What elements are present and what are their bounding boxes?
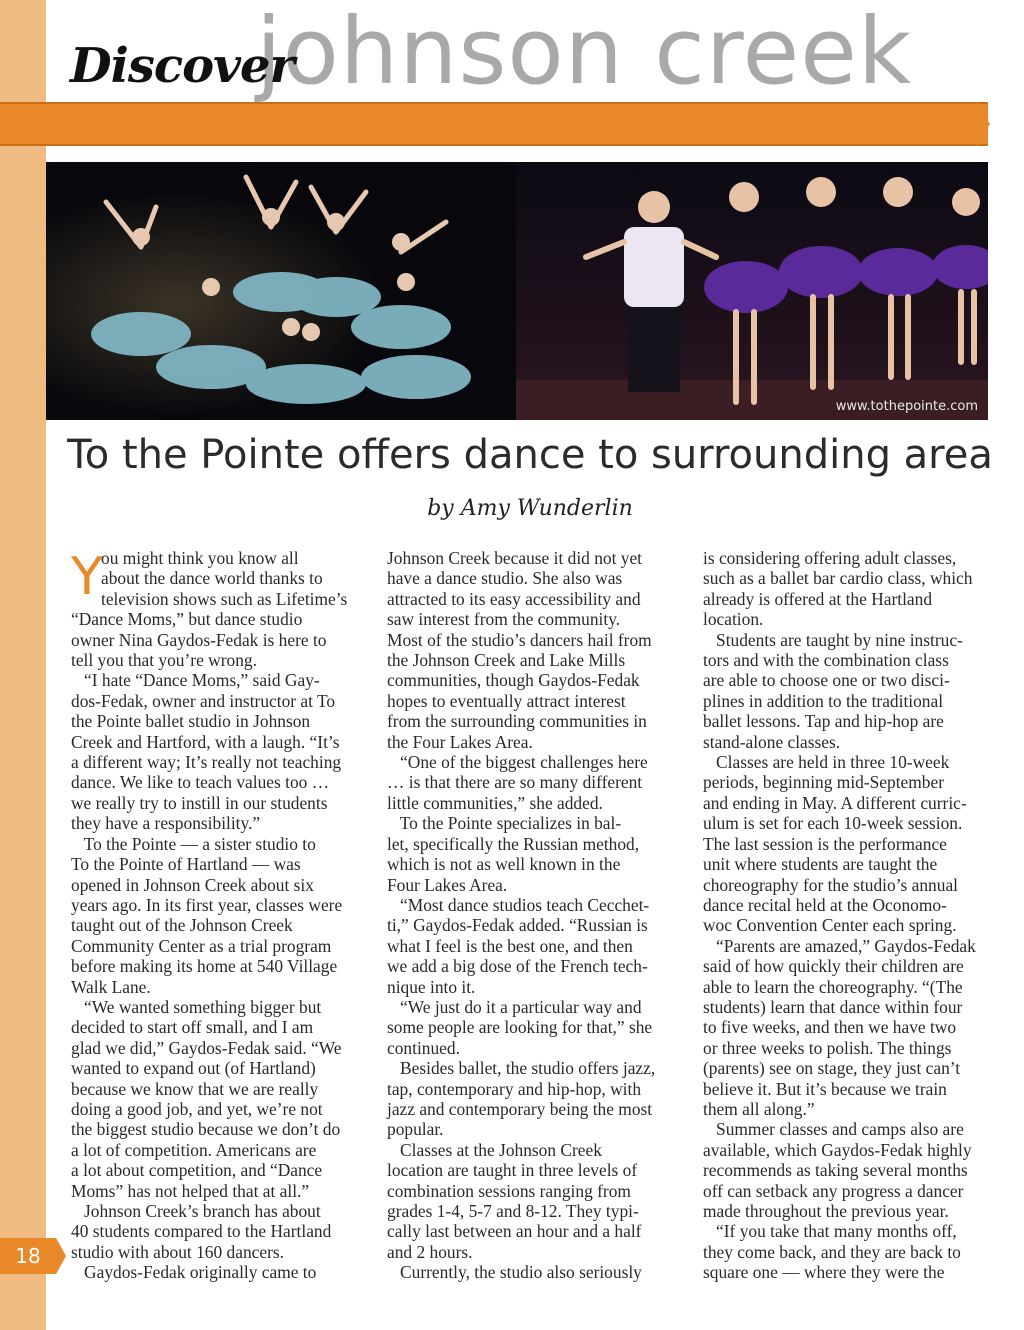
article-line: the biggest studio because we don’t do <box>71 1119 341 1140</box>
article-column-2 <box>387 548 675 1283</box>
article-line: 40 students compared to the Hartland <box>71 1221 332 1242</box>
article-line: have a dance studio. She also was <box>387 568 623 589</box>
article-column-3 <box>703 548 991 1283</box>
article-line: choreography for the studio’s annual <box>703 874 958 895</box>
article-line: To the Pointe specializes in bal- <box>387 813 622 834</box>
article-line: ou might think you know all <box>101 548 299 568</box>
article-line: Walk Lane. <box>71 976 151 997</box>
article-line: and ending in May. A different curric- <box>703 792 967 813</box>
article-line: Summer classes and camps also are <box>703 1119 964 1140</box>
article-line: hopes to eventually attract interest <box>387 690 626 711</box>
article-line: Most of the studio’s dancers hail from <box>387 629 652 650</box>
article-line: (parents) see on stage, they just can’t <box>703 1058 961 1079</box>
article-line: “Parents are amazed,” Gaydos-Fedak <box>703 935 976 956</box>
article-line: owner Nina Gaydos-Fedak is here to <box>71 629 327 650</box>
article-line: combination sessions ranging from <box>387 1180 631 1201</box>
article-line: grades 1-4, 5-7 and 8-12. They typi- <box>387 1201 639 1221</box>
article-line: woc Convention Center each spring. <box>703 915 957 936</box>
article-line: before making its home at 540 Village <box>71 956 338 977</box>
article-line: “I hate “Dance Moms,” said Gay- <box>71 670 320 691</box>
article-line: periods, beginning mid-September <box>703 772 945 793</box>
article-line: Classes at the Johnson Creek <box>387 1139 602 1160</box>
article-line: little communities,” she added. <box>387 792 603 813</box>
page-number-tip <box>56 1238 66 1274</box>
article-line: we add a big dose of the French tech- <box>387 956 648 977</box>
article-column-1 <box>71 548 359 1283</box>
article-line: jazz and contemporary being the most <box>387 1098 653 1119</box>
article-line: “If you take that many months off, <box>703 1221 957 1242</box>
article-line: opened in Johnson Creek about six <box>71 874 314 895</box>
article-line: which is not as well known in the <box>387 854 621 875</box>
dance-photo-illustration <box>46 162 988 420</box>
article-line: “One of the biggest challenges here <box>387 752 648 773</box>
article-line: is considering offering adult classes, <box>703 548 957 568</box>
article-line: tap, contemporary and hip-hop, with <box>387 1078 642 1099</box>
article-line: studio with about 160 dancers. <box>71 1241 285 1262</box>
article-line: decided to start off small, and I am <box>71 1017 314 1038</box>
article-line: Johnson Creek because it did not yet <box>387 548 643 568</box>
article-line: dance. We like to teach values too … <box>71 772 330 793</box>
article-line: “We wanted something bigger but <box>71 996 322 1017</box>
article-line: off can setback any progress a dancer <box>703 1180 964 1201</box>
article-line: a lot about competition, and “Dance <box>71 1160 323 1181</box>
article-line: The last session is the performance <box>703 833 947 854</box>
article-line: tors and with the combination class <box>703 650 949 671</box>
article-line: To the Pointe of Hartland — was <box>71 854 301 875</box>
article-line: taught out of the Johnson Creek <box>71 915 293 936</box>
article-line: or three weeks to polish. The things <box>703 1037 952 1058</box>
article-line: popular. <box>387 1119 444 1140</box>
article-line: “We just do it a particular way and <box>387 996 642 1017</box>
article-line: Currently, the studio also seriously <box>387 1262 642 1283</box>
section-kicker: Discover <box>70 38 294 94</box>
article-line: and 2 hours. <box>387 1241 473 1262</box>
article-line: location. <box>703 609 764 630</box>
article-line: location are taught in three levels of <box>387 1160 638 1181</box>
article-line: Community Center as a trial program <box>71 935 332 956</box>
article-line: dos-Fedak, owner and instructor at To <box>71 690 336 711</box>
article-line: stand-alone classes. <box>703 731 841 752</box>
article-line: Four Lakes Area. <box>387 874 508 895</box>
article-line: available, which Gaydos-Fedak highly <box>703 1139 972 1160</box>
article-line: Gaydos-Fedak originally came to <box>71 1262 317 1283</box>
article-line: the Four Lakes Area. <box>387 731 533 752</box>
article-line: them all along.” <box>703 1098 815 1119</box>
article-line: to five weeks, and then we have two <box>703 1017 957 1038</box>
article-line: let, specifically the Russian method, <box>387 833 640 854</box>
article-line: “Most dance studios teach Cecchet- <box>387 894 650 915</box>
masthead-band <box>0 102 988 146</box>
article-line: years ago. In its first year, classes were <box>71 894 343 915</box>
article-line: a lot of competition. Americans are <box>71 1139 317 1160</box>
dance-photo <box>46 162 988 420</box>
article-line: are able to choose one or two disci- <box>703 670 950 691</box>
article-line: tell you that you’re wrong. <box>71 650 257 671</box>
article-line: about the dance world thanks to <box>101 568 323 589</box>
article-line: attracted to its easy accessibility and <box>387 588 641 609</box>
article-line: what I feel is the best one, and then <box>387 935 633 956</box>
article-line: continued. <box>387 1037 460 1058</box>
article-line: ulum is set for each 10-week session. <box>703 813 963 834</box>
article-line: some people are looking for that,” she <box>387 1017 653 1038</box>
article-line: they have a responsibility.” <box>71 813 261 834</box>
article-line: square one — where they were the <box>703 1262 945 1283</box>
masthead <box>60 0 1000 110</box>
article-line: Students are taught by nine instruc- <box>703 629 963 650</box>
section-title: johnson creek <box>256 0 913 105</box>
article-line: already is offered at the Hartland <box>703 588 933 609</box>
page-sidebar-stripe <box>0 0 46 1330</box>
article-line: believe it. But it’s because we train <box>703 1078 947 1099</box>
article-line: students) learn that dance within four <box>703 996 963 1017</box>
article-line: recommends as taking several months <box>703 1160 968 1181</box>
article-line: made throughout the previous year. <box>703 1201 949 1221</box>
article-line: said of how quickly their children are <box>703 956 964 977</box>
article-line: ballet lessons. Tap and hip-hop are <box>703 711 944 732</box>
article-line: the Pointe ballet studio in Johnson <box>71 711 311 732</box>
article-line: To the Pointe — a sister studio to <box>71 833 316 854</box>
article-line: glad we did,” Gaydos-Fedak said. “We <box>71 1037 342 1058</box>
article-line: doing a good job, and yet, we’re not <box>71 1098 323 1119</box>
article-line: plines in addition to the traditional <box>703 690 944 711</box>
drop-cap: Y <box>71 547 103 607</box>
article-line: … is that there are so many different <box>387 772 643 793</box>
article-line: cally last between an hour and a half <box>387 1221 642 1242</box>
article-line: communities, though Gaydos-Fedak <box>387 670 640 691</box>
article-line: wanted to expand out (of Hartland) <box>71 1058 316 1079</box>
page-number: 18 <box>0 1238 56 1274</box>
article-line: saw interest from the community. <box>387 609 621 630</box>
article-line: television shows such as Lifetime’s <box>101 588 348 609</box>
article-line: Besides ballet, the studio offers jazz, <box>387 1058 656 1079</box>
article-line: from the surrounding communities in <box>387 711 647 732</box>
article-line: Creek and Hartford, with a laugh. “It’s <box>71 731 340 752</box>
article-line: Moms” has not helped that at all.” <box>71 1180 310 1201</box>
article-line: able to learn the choreography. “(The <box>703 976 963 997</box>
article-line: unit where students are taught the <box>703 854 938 875</box>
article-line: Classes are held in three 10-week <box>703 752 950 773</box>
article-line: nique into it. <box>387 976 476 997</box>
article-line: ti,” Gaydos-Fedak added. “Russian is <box>387 915 648 936</box>
photo-credit: www.tothepointe.com <box>835 399 978 414</box>
article-line: they come back, and they are back to <box>703 1241 961 1262</box>
article-line: such as a ballet bar cardio class, which <box>703 568 973 589</box>
article-line: a different way; It’s really not teaching <box>71 752 342 773</box>
article-line: Johnson Creek’s branch has about <box>71 1201 321 1221</box>
article-line: because we know that we are really <box>71 1078 319 1099</box>
article-line: dance recital held at the Oconomo- <box>703 894 947 915</box>
masthead-band-tip <box>976 102 990 146</box>
article-byline: by Amy Wunderlin <box>427 496 633 521</box>
article-headline: To the Pointe offers dance to surrounding area <box>67 432 993 478</box>
article-line: we really try to instill in our students <box>71 792 328 813</box>
article-line: “Dance Moms,” but dance studio <box>71 609 303 630</box>
article-line: the Johnson Creek and Lake Mills <box>387 650 626 671</box>
